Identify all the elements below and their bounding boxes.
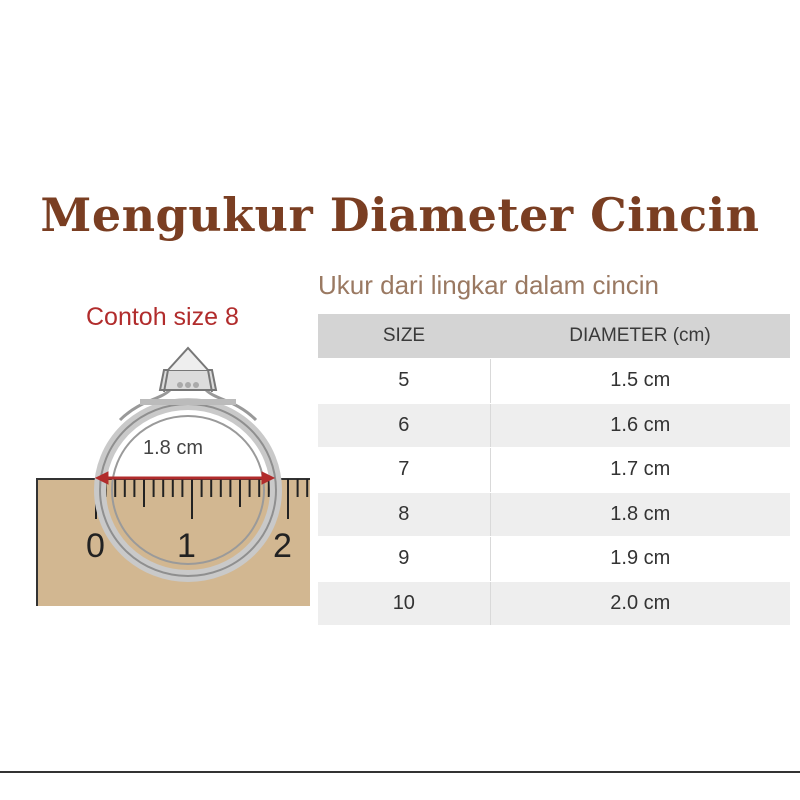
size-table [318, 314, 790, 625]
example-label: Contoh size 8 [86, 303, 239, 331]
row-diameter: 1.7 cm [610, 458, 671, 481]
row-diameter: 1.8 cm [610, 502, 671, 525]
table-row [318, 403, 790, 448]
row-size: 9 [318, 537, 491, 581]
row-diameter: 1.9 cm [610, 547, 671, 570]
ring-ruler-illustration [30, 330, 320, 620]
table-row [318, 447, 790, 492]
row-size: 5 [318, 359, 491, 403]
measurement-label: 1.8 cm [143, 437, 204, 459]
table-row [318, 536, 790, 581]
ruler-number-2: 2 [273, 527, 292, 565]
row-diameter: 1.5 cm [610, 369, 671, 392]
header-diameter: DIAMETER (cm) [569, 325, 711, 346]
ruler-number-1: 1 [177, 527, 196, 565]
row-size: 8 [318, 493, 491, 537]
page-subtitle: Ukur dari lingkar dalam cincin [318, 270, 660, 300]
header-size: SIZE [382, 325, 426, 346]
page-title: Mengukur Diameter Cincin [40, 188, 760, 242]
table-row [318, 358, 790, 403]
table-header-row [318, 314, 790, 358]
row-diameter: 2.0 cm [610, 591, 671, 614]
row-size: 10 [318, 582, 491, 626]
ruler [36, 478, 310, 606]
row-size: 7 [318, 448, 491, 492]
row-size: 6 [318, 404, 491, 448]
table-body [318, 358, 790, 625]
table-row [318, 492, 790, 537]
table-row [318, 581, 790, 626]
ruler-number-0: 0 [86, 527, 105, 565]
bottom-divider [0, 771, 800, 773]
row-diameter: 1.6 cm [610, 413, 671, 436]
